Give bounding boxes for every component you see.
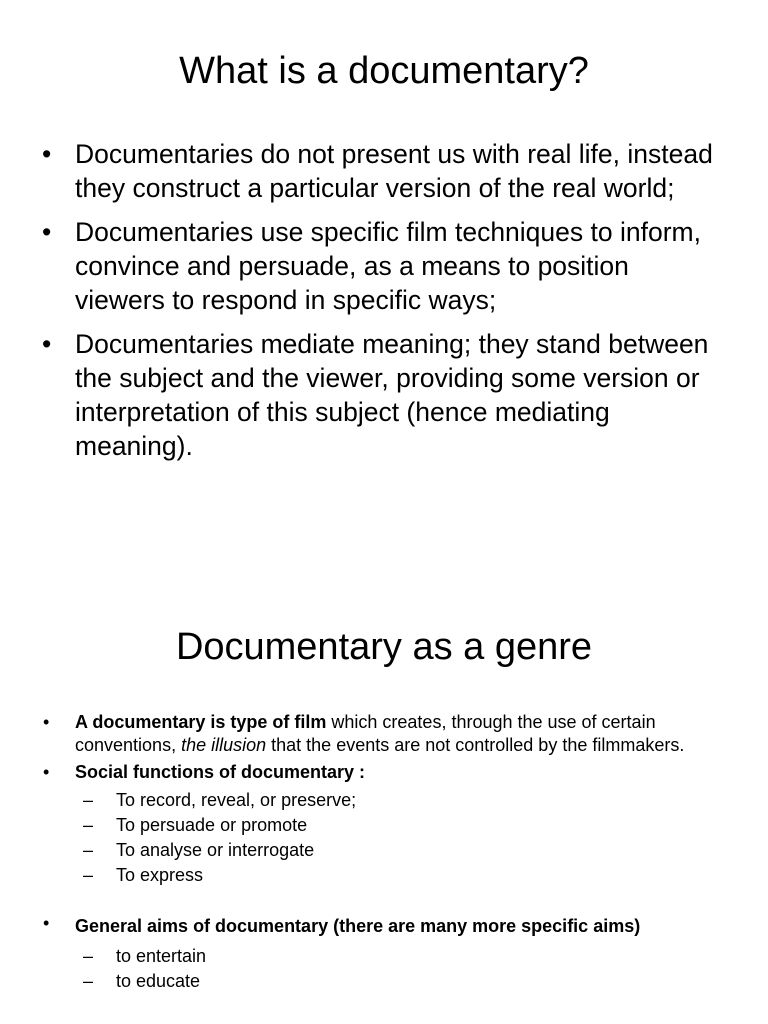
- bullet-text: that the events are not controlled by the filmmakers.: [266, 735, 685, 755]
- dash-marker: –: [83, 971, 94, 991]
- sub-item-text: To express: [116, 865, 204, 885]
- bullet-bold-text: A documentary is type of film: [75, 712, 327, 732]
- dash-marker: –: [83, 815, 94, 835]
- bullet-text: Documentaries use specific film techniques to inform, convince and persuade, as a means to position viewers to respond in specific ways;: [75, 217, 701, 315]
- bullet-item-definition: [43, 711, 723, 757]
- slide-documentary-as-a-genre: [0, 576, 768, 1024]
- bullet-text: which creates, through the use of certain conventions,: [75, 712, 656, 755]
- bullet-marker: •: [42, 217, 52, 247]
- slide-title: What is a documentary?: [179, 50, 589, 92]
- sub-list: [75, 944, 723, 994]
- bullet-text: Documentaries do not present us with real life, instead they construct a particular version of the real world;: [75, 139, 713, 203]
- bullet-item-general-aims: [43, 912, 723, 994]
- sub-item: [83, 969, 723, 994]
- sub-item-text: To analyse or interrogate: [116, 840, 315, 860]
- bullet-marker: •: [43, 913, 50, 933]
- bullet-item: [42, 327, 722, 463]
- bullet-item: [42, 215, 722, 317]
- bullet-marker: •: [42, 139, 52, 169]
- bullet-bold-text: Social functions of documentary :: [75, 762, 366, 782]
- dash-marker: –: [83, 946, 94, 966]
- sub-item-text: To persuade or promote: [116, 815, 308, 835]
- sub-item-text: to educate: [116, 971, 201, 991]
- bullet-marker: •: [43, 712, 50, 732]
- bullet-item: [42, 137, 722, 205]
- dash-marker: –: [83, 865, 94, 885]
- sub-item: [83, 944, 723, 969]
- bullet-list: [42, 137, 722, 473]
- dash-marker: –: [83, 790, 94, 810]
- bullet-list: [43, 711, 723, 998]
- sub-item: [83, 838, 723, 863]
- bullet-item-social-functions: [43, 761, 723, 888]
- bullet-italic-text: the illusion: [181, 735, 267, 755]
- spacer: [43, 892, 723, 908]
- bullet-marker: •: [43, 762, 50, 782]
- dash-marker: –: [83, 840, 94, 860]
- sub-item: [83, 813, 723, 838]
- sub-item: [83, 788, 723, 813]
- bullet-marker: •: [42, 329, 52, 359]
- sub-item-text: to entertain: [116, 946, 207, 966]
- sub-list: [75, 788, 723, 888]
- bullet-bold-text: General aims of documentary (there are many more specific aims): [75, 916, 641, 936]
- sub-item: [83, 863, 723, 888]
- bullet-text: Documentaries mediate meaning; they stand between the subject and the viewer, providing some version or interpretation of this subject (hence mediating meaning).: [75, 329, 709, 461]
- slide-title: Documentary as a genre: [175, 626, 593, 668]
- sub-item-text: To record, reveal, or preserve;: [116, 790, 357, 810]
